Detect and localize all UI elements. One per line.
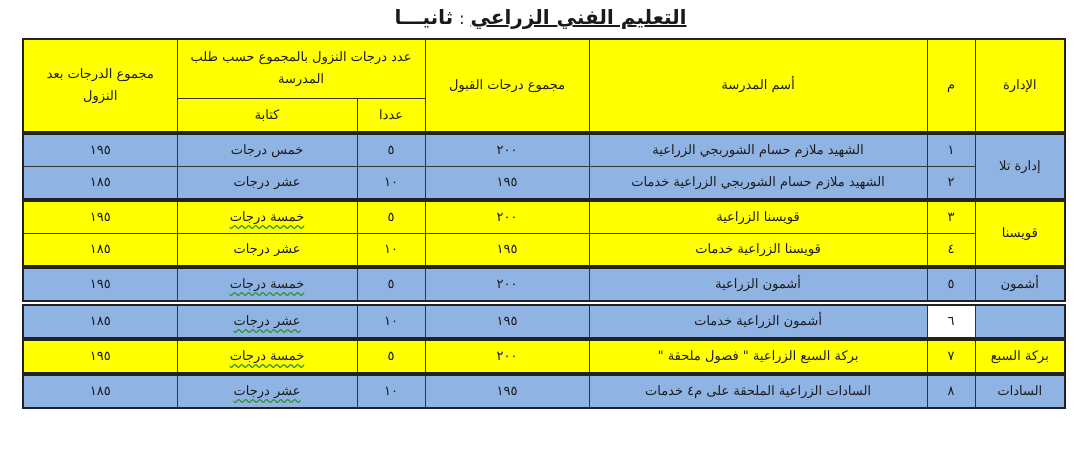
- row-reduction-numeric: ٥: [357, 267, 425, 303]
- row-school: قويسنا الزراعية خدمات: [589, 234, 927, 268]
- table-row: [23, 267, 1065, 303]
- row-school: الشهيد ملازم حسام الشوربجي الزراعية: [589, 133, 927, 167]
- row-reduction-written: عشر درجات: [177, 234, 357, 268]
- row-acceptance: ٢٠٠: [425, 267, 589, 303]
- row-reduction-numeric: ١٠: [357, 374, 425, 408]
- header-reduction-numeric: عددا: [357, 99, 425, 134]
- page-title: [0, 4, 1081, 32]
- row-reduction-numeric: ٥: [357, 200, 425, 234]
- header-total-after: مجموع الدرجات بعد النزول: [23, 39, 177, 133]
- row-num: ٤: [927, 234, 975, 268]
- row-acceptance: ١٩٥: [425, 303, 589, 339]
- table-row: [23, 339, 1065, 374]
- row-school: أشمون الزراعية خدمات: [589, 303, 927, 339]
- title-main: التعليم الفني الزراعي: [470, 5, 687, 29]
- table-row: [23, 234, 1065, 268]
- row-total-after: ١٨٥: [23, 234, 177, 268]
- row-num: ٦: [927, 303, 975, 339]
- row-reduction-written: خمسة درجات: [177, 339, 357, 374]
- header-num: م: [927, 39, 975, 133]
- row-acceptance: ٢٠٠: [425, 339, 589, 374]
- row-reduction-written: عشر درجات: [177, 374, 357, 408]
- admin-empty: [975, 303, 1065, 339]
- row-num: ٨: [927, 374, 975, 408]
- row-total-after: ١٨٥: [23, 303, 177, 339]
- table-row: [23, 374, 1065, 408]
- table-row: [23, 133, 1065, 167]
- row-school: الشهيد ملازم حسام الشوربجي الزراعية خدمات: [589, 167, 927, 201]
- row-num: ٥: [927, 267, 975, 303]
- row-total-after: ١٩٥: [23, 339, 177, 374]
- row-total-after: ١٨٥: [23, 374, 177, 408]
- row-reduction-numeric: ١٠: [357, 303, 425, 339]
- row-reduction-written: عشر درجات: [177, 303, 357, 339]
- admin-tala: إدارة تلا: [975, 133, 1065, 200]
- table-row: [23, 167, 1065, 201]
- row-reduction-numeric: ١٠: [357, 167, 425, 201]
- row-reduction-numeric: ٥: [357, 133, 425, 167]
- row-reduction-written: خمسة درجات: [177, 267, 357, 303]
- row-acceptance: ١٩٥: [425, 234, 589, 268]
- header-admin: الإدارة: [975, 39, 1065, 133]
- table-row: [23, 200, 1065, 234]
- row-school: السادات الزراعية الملحقة على م٤ خدمات: [589, 374, 927, 408]
- row-reduction-written: خمسة درجات: [177, 200, 357, 234]
- admin-ashmoun: أشمون: [975, 267, 1065, 303]
- title-separator: :: [459, 9, 465, 28]
- row-num: ٢: [927, 167, 975, 201]
- row-school: أشمون الزراعية: [589, 267, 927, 303]
- title-prefix: ثانيـــا: [394, 5, 454, 29]
- row-acceptance: ١٩٥: [425, 167, 589, 201]
- row-reduction-written: عشر درجات: [177, 167, 357, 201]
- row-reduction-numeric: ١٠: [357, 234, 425, 268]
- row-num: ١: [927, 133, 975, 167]
- row-num: ٣: [927, 200, 975, 234]
- row-reduction-numeric: ٥: [357, 339, 425, 374]
- row-num: ٧: [927, 339, 975, 374]
- admin-quesna: قويسنا: [975, 200, 1065, 267]
- row-reduction-written: خمس درجات: [177, 133, 357, 167]
- row-acceptance: ١٩٥: [425, 374, 589, 408]
- header-reduction-group: عدد درجات النزول بالمجموع حسب طلب المدرسة: [177, 39, 425, 99]
- row-total-after: ١٩٥: [23, 200, 177, 234]
- row-school: بركة السبع الزراعية " فصول ملحقة ": [589, 339, 927, 374]
- header-acceptance: مجموع درجات القبول: [425, 39, 589, 133]
- row-total-after: ١٨٥: [23, 167, 177, 201]
- header-school: أسم المدرسة: [589, 39, 927, 133]
- schools-table: [22, 38, 1066, 409]
- row-acceptance: ٢٠٠: [425, 200, 589, 234]
- row-total-after: ١٩٥: [23, 267, 177, 303]
- row-school: قويسنا الزراعية: [589, 200, 927, 234]
- admin-sadat: السادات: [975, 374, 1065, 408]
- header-reduction-written: كتابة: [177, 99, 357, 134]
- table-row: [23, 303, 1065, 339]
- admin-birket: بركة السبع: [975, 339, 1065, 374]
- row-acceptance: ٢٠٠: [425, 133, 589, 167]
- row-total-after: ١٩٥: [23, 133, 177, 167]
